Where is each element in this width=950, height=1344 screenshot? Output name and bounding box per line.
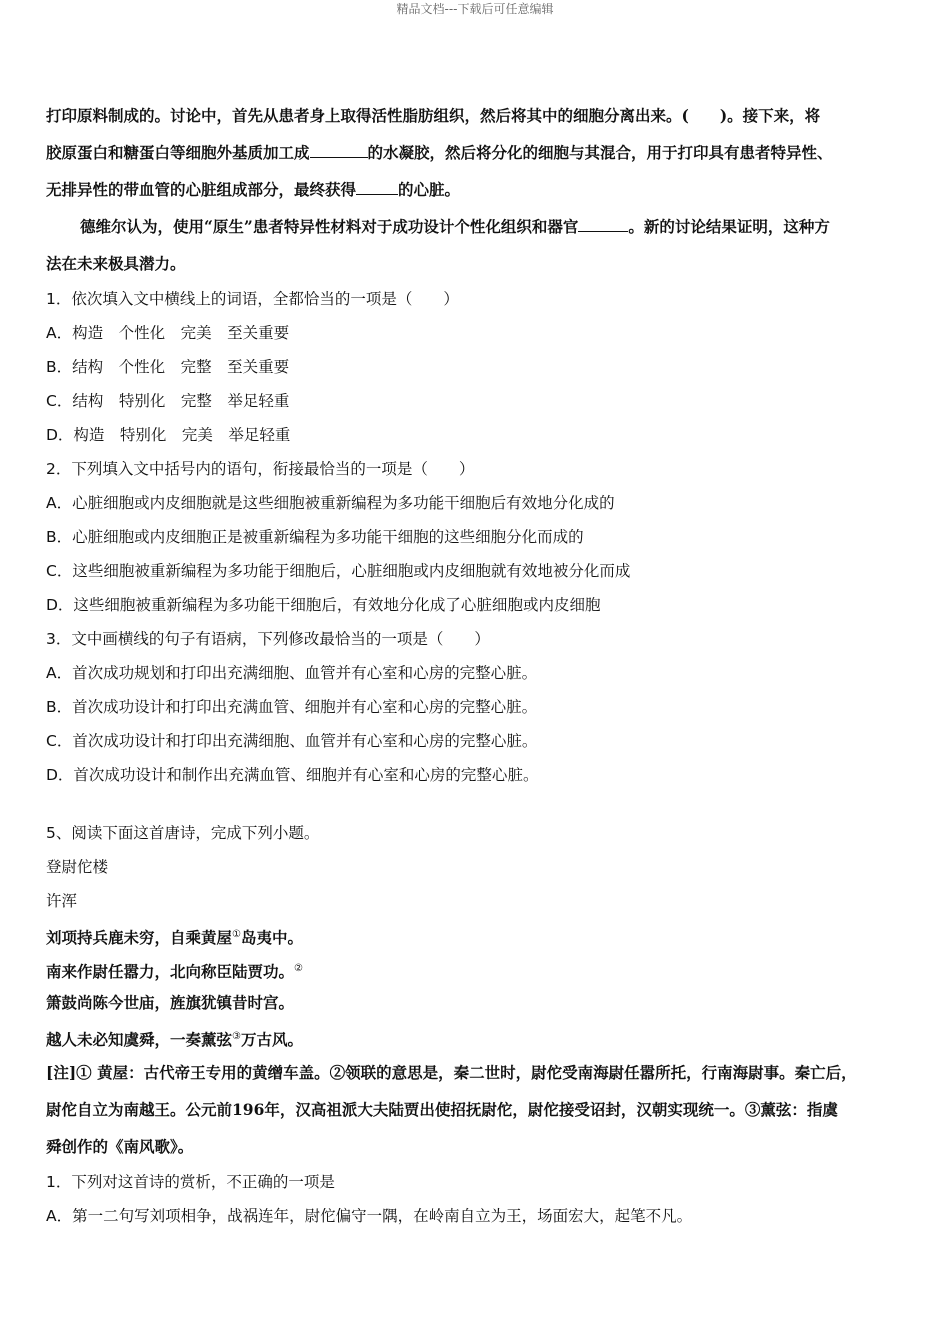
option: C．结构 特别化 完整 举足轻重 [46, 392, 290, 410]
note-line: 舜创作的《南风歌》。 [46, 1137, 194, 1156]
poem-line: 越人未必知虞舜，一奏薰弦③万古风。 [46, 1030, 303, 1050]
option: B．首次成功设计和打印出充满血管、细胞并有心室和心房的完整心脏。 [46, 698, 538, 716]
option: C．这些细胞被重新编程为多功能于细胞后，心脏细胞或内皮细胞就有效地被分化而成 [46, 562, 631, 580]
question-stem: 1．依次填入文中横线上的词语，全都恰当的一项是（ ） [46, 290, 459, 308]
passage-line: 德维尔认为，使用“原生”患者特异性材料对于成功设计个性化组织和器官 。新的讨论结果证明，这种方 [80, 217, 830, 236]
question-stem: 2．下列填入文中括号内的语句，衔接最恰当的一项是（ ） [46, 460, 475, 478]
poem-author: 许浑 [46, 892, 78, 910]
option: A．首次成功规划和打印出充满细胞、血管并有心室和心房的完整心脏。 [46, 664, 538, 682]
passage-line: 打印原料制成的。讨论中，首先从患者身上取得活性脂肪组织，然后将其中的细胞分离出来。( )。接下来，将 [46, 106, 821, 125]
poem-line: 箫鼓尚陈今世庙，旌旗犹镇昔时宫。 [46, 993, 295, 1012]
option: B．心脏细胞或内皮细胞正是被重新编程为多功能干细胞的这些细胞分化而成的 [46, 528, 584, 546]
question-stem: 3．文中画横线的句子有语病，下列修改最恰当的一项是（ ） [46, 630, 490, 648]
passage-line: 胶原蛋白和糖蛋白等细胞外基质加工成 的水凝胶，然后将分化的细胞与其混合，用于打印具有患者特异性、 [46, 143, 833, 162]
document-body [46, 97, 906, 1233]
spacer [46, 792, 906, 816]
passage-line: 无排异性的带血管的心脏组成部分，最终获得 的心脏。 [46, 180, 461, 199]
option: D．首次成功设计和制作出充满血管、细胞并有心室和心房的完整心脏。 [46, 766, 539, 784]
watermark: 精品文档---下载后可任意编辑 [396, 2, 554, 16]
option: D．这些细胞被重新编程为多功能干细胞后，有效地分化成了心脏细胞或内皮细胞 [46, 596, 601, 614]
option: A．第一二句写刘项相争，战祸连年，尉佗偏守一隅，在岭南自立为王，场面宏大，起笔不凡。 [46, 1207, 693, 1225]
fill-blank [356, 180, 398, 195]
poem-title: 登尉佗楼 [46, 858, 109, 876]
poem-line: 南来作尉任嚣力，北向称臣陆贾功。② [46, 962, 303, 982]
option: D．构造 特别化 完美 举足轻重 [46, 426, 291, 444]
option: B．结构 个性化 完整 至关重要 [46, 358, 290, 376]
option: C．首次成功设计和打印出充满细胞、血管并有心室和心房的完整心脏。 [46, 732, 538, 750]
section-heading: 5、阅读下面这首唐诗，完成下列小题。 [46, 824, 320, 842]
question-stem: 1．下列对这首诗的赏析，不正确的一项是 [46, 1173, 335, 1191]
note-line: 尉佗自立为南越王。公元前196年，汉高祖派大夫陆贾出使招抚尉佗，尉佗接受诏封，汉朝实现统一。③薰弦：指虞 [46, 1100, 838, 1119]
poem-line: 刘项持兵鹿未穷，自乘黄屋①岛夷中。 [46, 928, 303, 948]
fill-blank [578, 217, 628, 232]
option: A．构造 个性化 完美 至关重要 [46, 324, 290, 342]
option: A．心脏细胞或内皮细胞就是这些细胞被重新编程为多功能干细胞后有效地分化成的 [46, 494, 615, 512]
passage-line: 法在未来极具潜力。 [46, 254, 186, 273]
note-line: [注]① 黄屋：古代帝王专用的黄缯车盖。②领联的意思是，秦二世时，尉佗受南海尉任嚣所托，行南海尉事。秦亡后， [46, 1063, 857, 1082]
fill-blank [310, 143, 368, 158]
